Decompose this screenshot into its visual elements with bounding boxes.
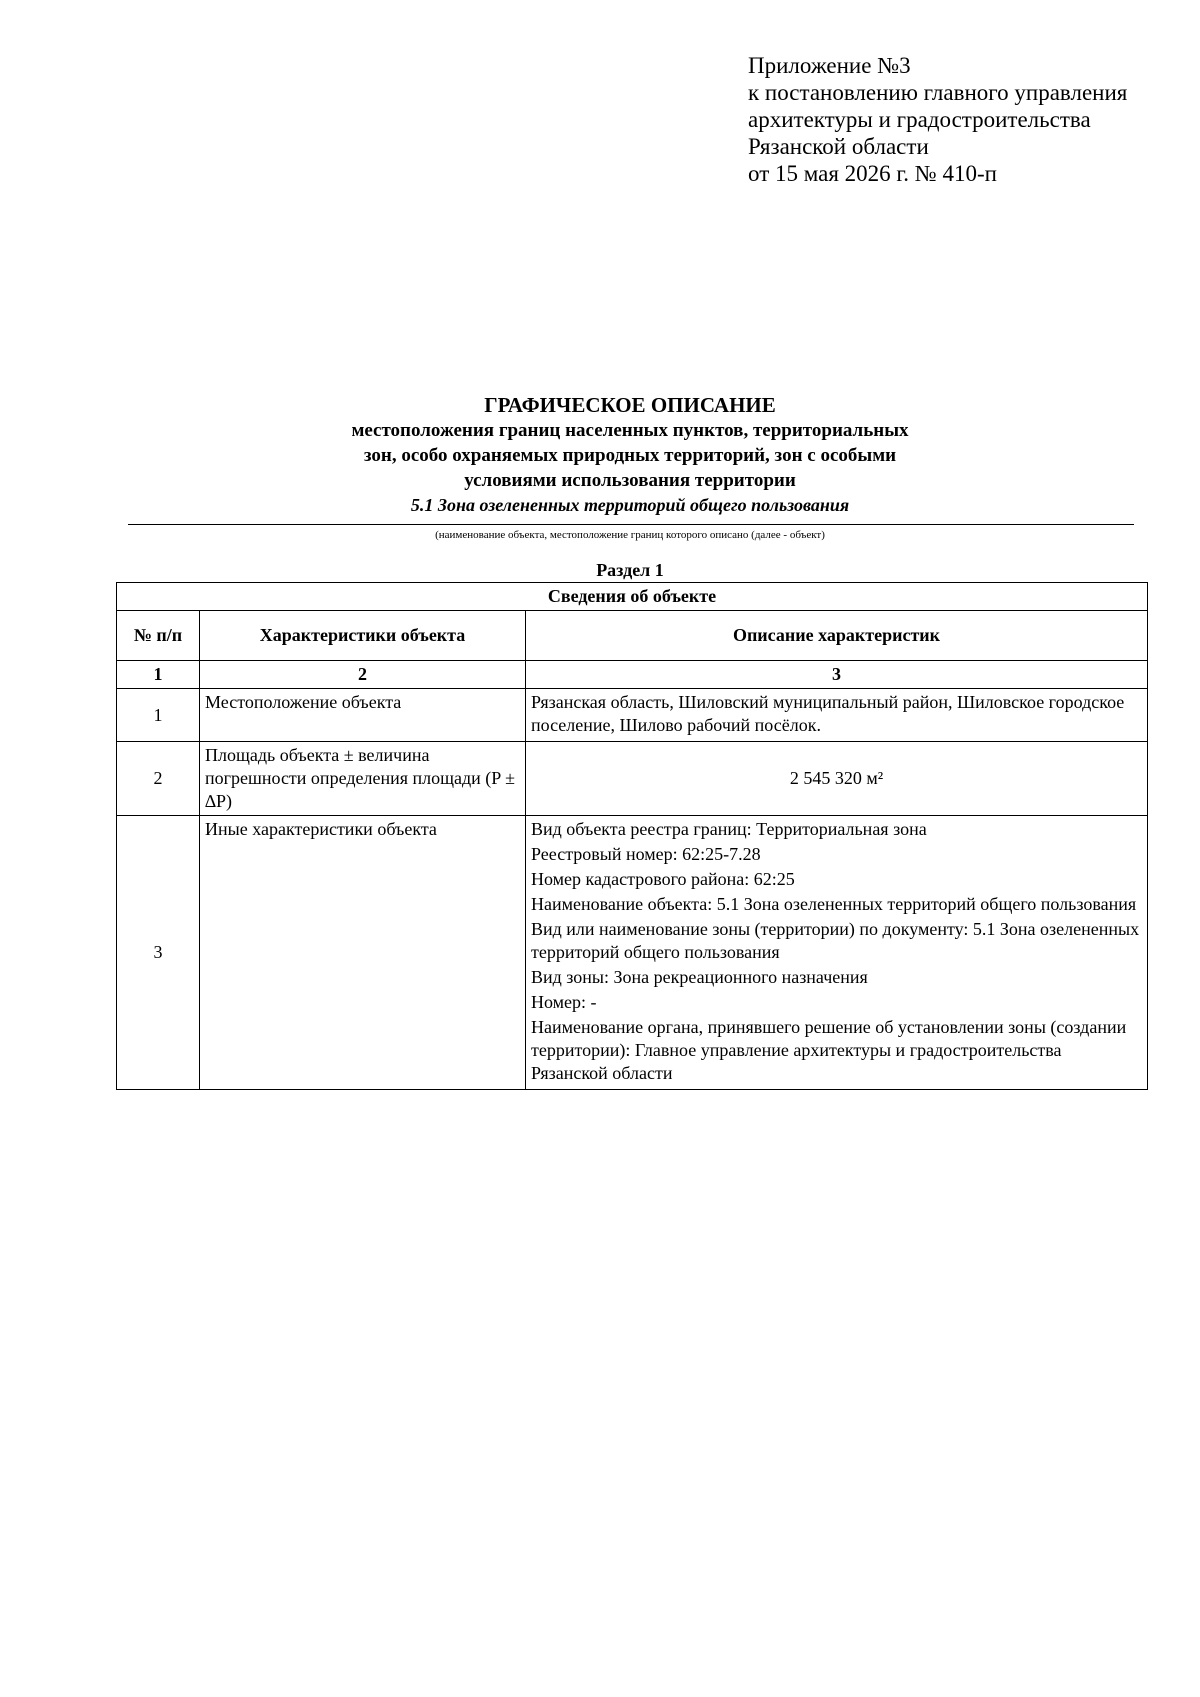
appendix-line: Приложение №3 [748, 53, 911, 78]
row-characteristic: Площадь объекта ± величина погрешности определения площади (P ± ∆P) [200, 742, 526, 816]
appendix-line: архитектуры и градостроительства [748, 107, 1091, 132]
row-num: 2 [117, 742, 200, 816]
document-subtitle-line: зон, особо охраняемых природных территорий, зон с особыми [363, 445, 897, 466]
row-num: 1 [117, 689, 200, 742]
row-description [526, 689, 1148, 742]
table-row [117, 816, 1148, 1090]
table-row [117, 689, 1148, 742]
description-line: Наименование органа, принявшего решение об установлении зоны (создании территории): Главное управление архитектуры и градостроительства Рязанской области [531, 1017, 1127, 1083]
description-line: Вид объекта реестра границ: Территориальная зона [531, 819, 927, 839]
description-line: Номер кадастрового района: 62:25 [531, 869, 795, 889]
row-num: 3 [117, 816, 200, 1090]
object-name-caption: (наименование объекта, местоположение границ которого описано (далее - объект) [435, 529, 825, 541]
description-line: Номер: - [531, 992, 597, 1012]
header-num: № п/п [117, 611, 200, 661]
description-line: Рязанская область, Шиловский муниципальный район, Шиловское городское поселение, Шилово рабочий посёлок. [531, 692, 1125, 735]
description-line: Вид зоны: Зона рекреационного назначения [531, 967, 868, 987]
document-title-block [130, 392, 1130, 518]
table-row [117, 742, 1148, 816]
document-title: ГРАФИЧЕСКОЕ ОПИСАНИЕ [484, 393, 776, 417]
col-number: 1 [117, 661, 200, 689]
document-subtitle-line: условиями использования территории [464, 470, 796, 491]
document-subtitle-line: местоположения границ населенных пунктов, территориальных [351, 420, 909, 441]
table-title: Сведения об объекте [117, 583, 1148, 611]
col-number: 3 [526, 661, 1148, 689]
col-number: 2 [200, 661, 526, 689]
appendix-line: Рязанской области [748, 134, 929, 159]
row-description: 2 545 320 м² [526, 742, 1148, 816]
section-title: Раздел 1 [596, 560, 664, 580]
description-line: Реестровый номер: 62:25-7.28 [531, 844, 761, 864]
description-line: Наименование объекта: 5.1 Зона озелененных территорий общего пользования [531, 894, 1137, 914]
row-description [526, 816, 1148, 1090]
object-name: 5.1 Зона озелененных территорий общего пользования [410, 495, 850, 515]
appendix-header [748, 52, 1127, 187]
row-characteristic: Иные характеристики объекта [200, 816, 526, 1090]
object-name-underline [128, 524, 1134, 525]
row-characteristic: Местоположение объекта [200, 689, 526, 742]
header-description: Описание характеристик [526, 611, 1148, 661]
description-line: Вид или наименование зоны (территории) по документу: 5.1 Зона озелененных территорий общего пользования [531, 919, 1140, 962]
header-characteristic: Характеристики объекта [200, 611, 526, 661]
object-info-table [116, 582, 1148, 1090]
appendix-line: от 15 мая 2026 г. № 410-п [748, 161, 997, 186]
appendix-line: к постановлению главного управления [748, 80, 1128, 105]
